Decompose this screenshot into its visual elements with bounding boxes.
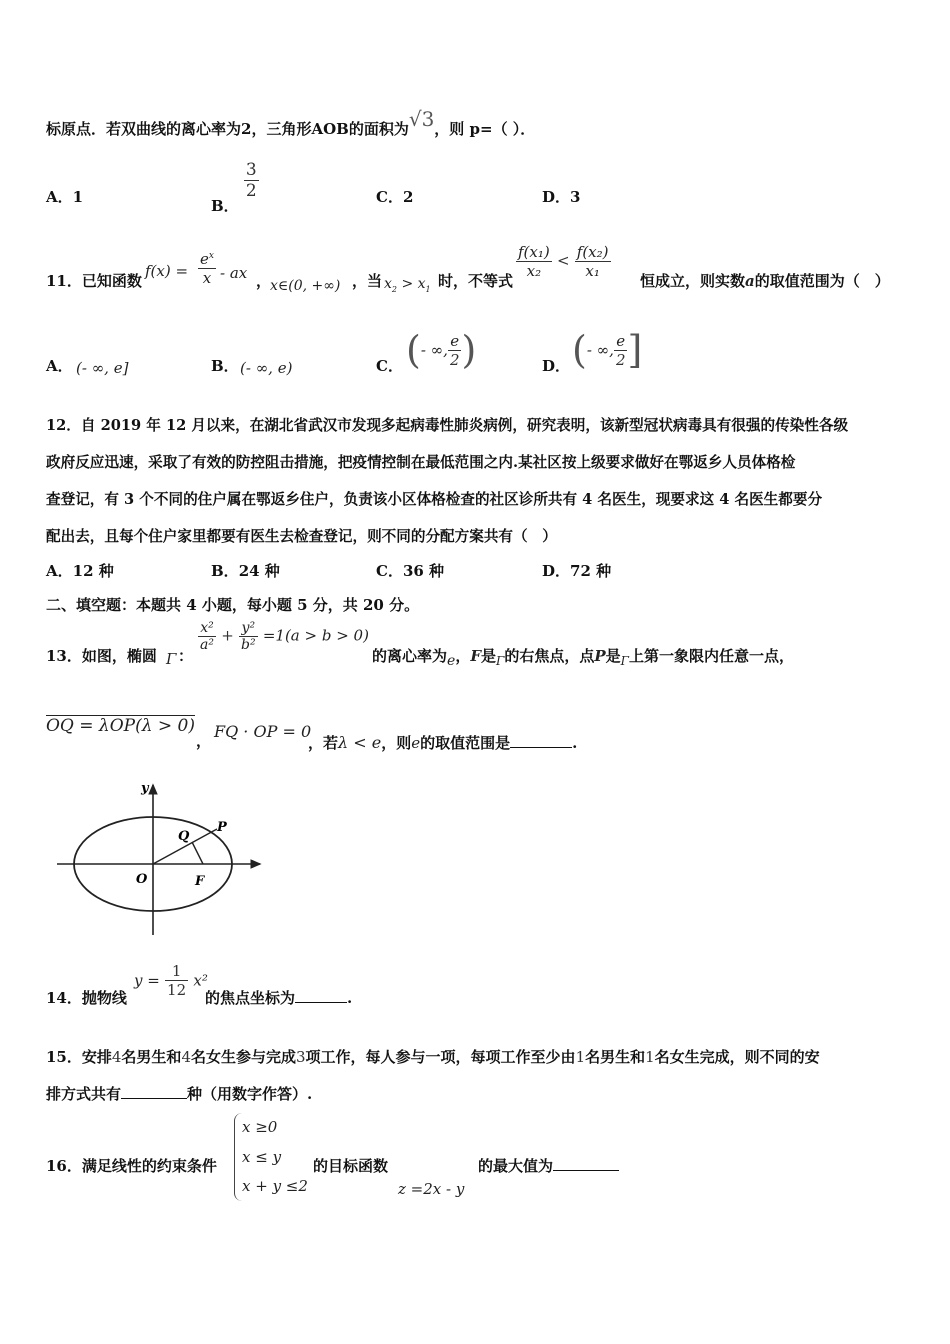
ellipse-figure [55,775,270,940]
q13-ellipse-equation: $\frac{\text{x²}}{\text{a²}}$ + $\frac{\text{y²}}{\text{b²}}$ =1(a > b > 0) [200,620,369,653]
point-label-f: F [195,874,205,889]
q11-prefix: 11．已知函数 [46,272,142,290]
constraint-1: x ≥0 [242,1118,278,1136]
q16-answer-blank[interactable] [553,1156,619,1171]
q11-function-fraction: $\frac{e^x}{x}$ [200,250,214,287]
q12-option-b[interactable]: B．24 种 [211,562,280,580]
q14-prefix: 14．抛物线 [46,989,127,1007]
q12-line-2: 政府反应迅速，采取了有效的防控阻击措施，把疫情控制在最低范围之内.某社区按上级要求做好在鄂返乡人员体格检 [46,454,796,471]
point-label-q: Q [178,829,190,844]
segment-fq [192,842,203,864]
q15-line-1: 15．安排4名男生和4名女生参与完成3项工作，每人参与一项，每项工作至少由1名男生和1名女生完成，则不同的安 [46,1048,820,1066]
q11-option-a[interactable]: A． [46,357,73,375]
point-label-p: P [217,820,227,835]
q12-option-c[interactable]: C．36 种 [376,562,445,580]
objective-function: z =2x - y [398,1180,465,1198]
axis-label-y: y [141,781,149,796]
q12-option-d[interactable]: D．72 种 [542,562,612,580]
q13-vector-condition-1: OQ = λOP(λ > 0) [46,716,195,736]
q11-option-d[interactable]: D． [542,357,571,375]
fraction-three-halves: $\frac{3}{2}$ [245,160,257,201]
q11-function-lhs: f(x) = [145,262,189,280]
q10-option-b[interactable]: B． $\frac{3}{2}$ [211,160,257,215]
q11-function-tail: - ax [220,264,248,282]
q11-option-b[interactable]: B． [211,357,239,375]
q12-line-3: 查登记，有 3 个不同的住户属在鄂返乡住户，负责该小区体格检查的社区诊所共有 4 名医生，现要求这 4 名医生都要分 [46,491,823,508]
q12-option-a[interactable]: A．12 种 [46,562,114,580]
q11-option-c[interactable]: C． [376,357,403,375]
q16-prefix: 16．满足线性的约束条件 [46,1157,217,1175]
section-title-fill-in: 二、填空题：本题共 4 小题，每小题 5 分，共 20 分。 [46,596,420,614]
q10-option-d[interactable]: D．3 [542,188,581,206]
q13-vector-condition-2: FQ · OP = 0 [214,722,312,741]
q14-answer-blank[interactable] [295,988,347,1003]
q15-line-2: 排方式共有 种（用数字作答）. [46,1085,313,1103]
q10-option-c[interactable]: C．2 [376,188,414,206]
constraint-2: x ≤ y [242,1148,282,1166]
q14-parabola-equation: y = $\frac{1}{12}$ x² [134,962,208,999]
q11-inequality: $\frac{\text{f(x₁)}}{\text{x₂}}$ < $\frac{\text{f(x₂)}}{\text{x₁}}$ [518,243,609,280]
q11-option-d-math: (- ∞, $\frac{e}{2}$ ] [572,328,643,372]
q10-option-a[interactable]: A．1 [46,188,84,206]
q10-stem: 标原点．若双曲线的离心率为2，三角形AOB的面积为√3，则 p=（ ）． [46,107,536,138]
q11-option-a-math: (- ∞, e] [76,359,129,377]
q11-condition: $x_2 > x_1$ [384,276,431,294]
q12-line-1: 12．自 2019 年 12 月以来，在湖北省武汉市发现多起病毒性肺炎病例，研究表明，该新型冠状病毒具有很强的传染性各级 [46,417,849,434]
constraint-3: x + y ≤2 [242,1177,308,1195]
sqrt-3: √3 [408,107,435,131]
q11-option-b-math: (- ∞, e) [240,359,293,377]
q12-line-4: 配出去，且每个住户家里都要有医生去检查登记，则不同的分配方案共有（ ） [46,528,557,545]
q15-answer-blank[interactable] [121,1084,187,1099]
q11-option-c-math: (- ∞, $\frac{e}{2}$ ) [406,328,477,372]
q11-domain: x∈(0, +∞) [270,278,341,294]
point-label-o: O [136,872,148,887]
q13-answer-blank[interactable] [510,733,572,748]
q13-prefix: 13．如图，椭圆 [46,647,157,665]
